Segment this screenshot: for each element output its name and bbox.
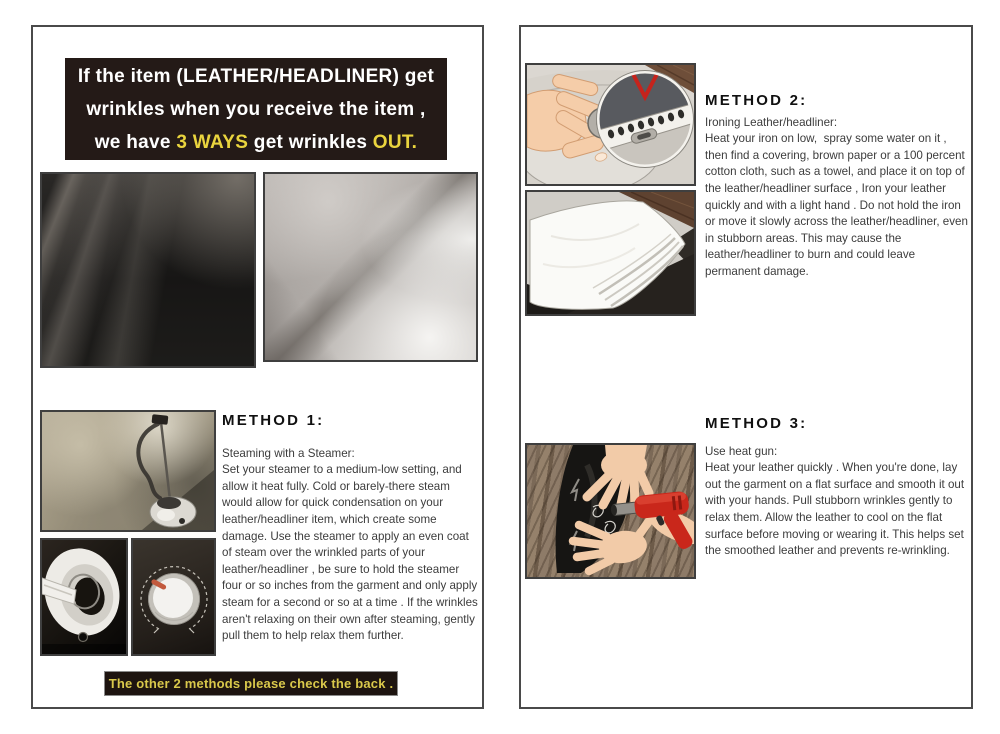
method-3-subtitle: Use heat gun: bbox=[705, 444, 778, 458]
method-1-subtitle: Steaming with a Steamer: bbox=[222, 446, 355, 460]
steam-nozzle-illustration bbox=[42, 540, 126, 654]
banner-line-3 bbox=[65, 126, 447, 159]
heat-gun-illustration bbox=[527, 445, 694, 577]
cotton-cloth-drawing bbox=[525, 190, 696, 316]
steamer-illustration bbox=[42, 412, 214, 530]
method-3-title: METHOD 3: bbox=[705, 415, 808, 432]
temperature-dial-illustration bbox=[133, 540, 214, 654]
iron-dial-drawing bbox=[525, 63, 696, 186]
method-1-title: METHOD 1: bbox=[222, 412, 325, 429]
garment-steamer-photo bbox=[40, 410, 216, 532]
banner-line-2: wrinkles when you receive the item , bbox=[86, 98, 426, 120]
method-2-section bbox=[705, 92, 972, 281]
headline-banner bbox=[65, 58, 447, 160]
back-page-panel bbox=[519, 25, 973, 709]
heat-gun-photo bbox=[525, 443, 696, 579]
banner-line-1: If the item (LEATHER/HEADLINER) get bbox=[77, 65, 435, 87]
method-2-body: Heat your iron on low, spray some water on it , then find a covering, brown paper or a 100 percent cotton cloth, such as a towel, and place it on top of the leather/headliner surface , Iron your leather quickly and with a light hand . Do not hold the iron or move it slowly across the leather/headliner, even in stubborn areas. This may cause the leather/headliner to burn and could leave permanent damage. bbox=[705, 132, 972, 278]
method-2-subtitle: Ironing Leather/headliner: bbox=[705, 115, 838, 129]
steam-nozzle-photo bbox=[40, 538, 128, 656]
wrinkled-headliner-gray-photo bbox=[263, 172, 478, 362]
method-1-body: Set your steamer to a medium-low setting, and allow it heat fully. Cold or barely-there steam would allow for quick condensation on your leather/headliner item, which create some damage. Use the steamer to apply an even coat of steam over the wrinkled parts of your leather/headliner , be sure to hold the steamer four or so inches from the garment and only apply steam for a second or so at a time . If the wrinkles aren't relaxing on their own after steaming, gently pull them to help relax them further. bbox=[222, 463, 482, 643]
wrinkled-leather-dark-photo bbox=[40, 172, 256, 368]
iron-dial-illustration bbox=[527, 65, 694, 184]
method-2-title: METHOD 2: bbox=[705, 92, 808, 109]
method-3-body: Heat your leather quickly . When you're done, lay out the garment on a flat surface and smooth it out with your hands. Pull stubborn wrinkles gently to relax them. Allow the leather to cool on the flat surface before moving or wearing it. This helps set the smoothed leather and prevents re-wrinkling. bbox=[705, 461, 968, 558]
banner-highlight-3ways: 3 WAYS bbox=[176, 131, 249, 153]
temperature-dial-photo bbox=[131, 538, 216, 656]
front-page-panel bbox=[31, 25, 484, 709]
method-1-section bbox=[222, 413, 480, 645]
banner-line3-text: we have bbox=[94, 131, 177, 153]
cotton-cloth-illustration bbox=[527, 192, 694, 314]
banner-line3-text2: get wrinkles bbox=[248, 131, 373, 153]
banner-highlight-out: OUT. bbox=[372, 131, 418, 153]
footer-note: The other 2 methods please check the back . bbox=[104, 671, 398, 696]
method-3-section bbox=[705, 416, 969, 560]
